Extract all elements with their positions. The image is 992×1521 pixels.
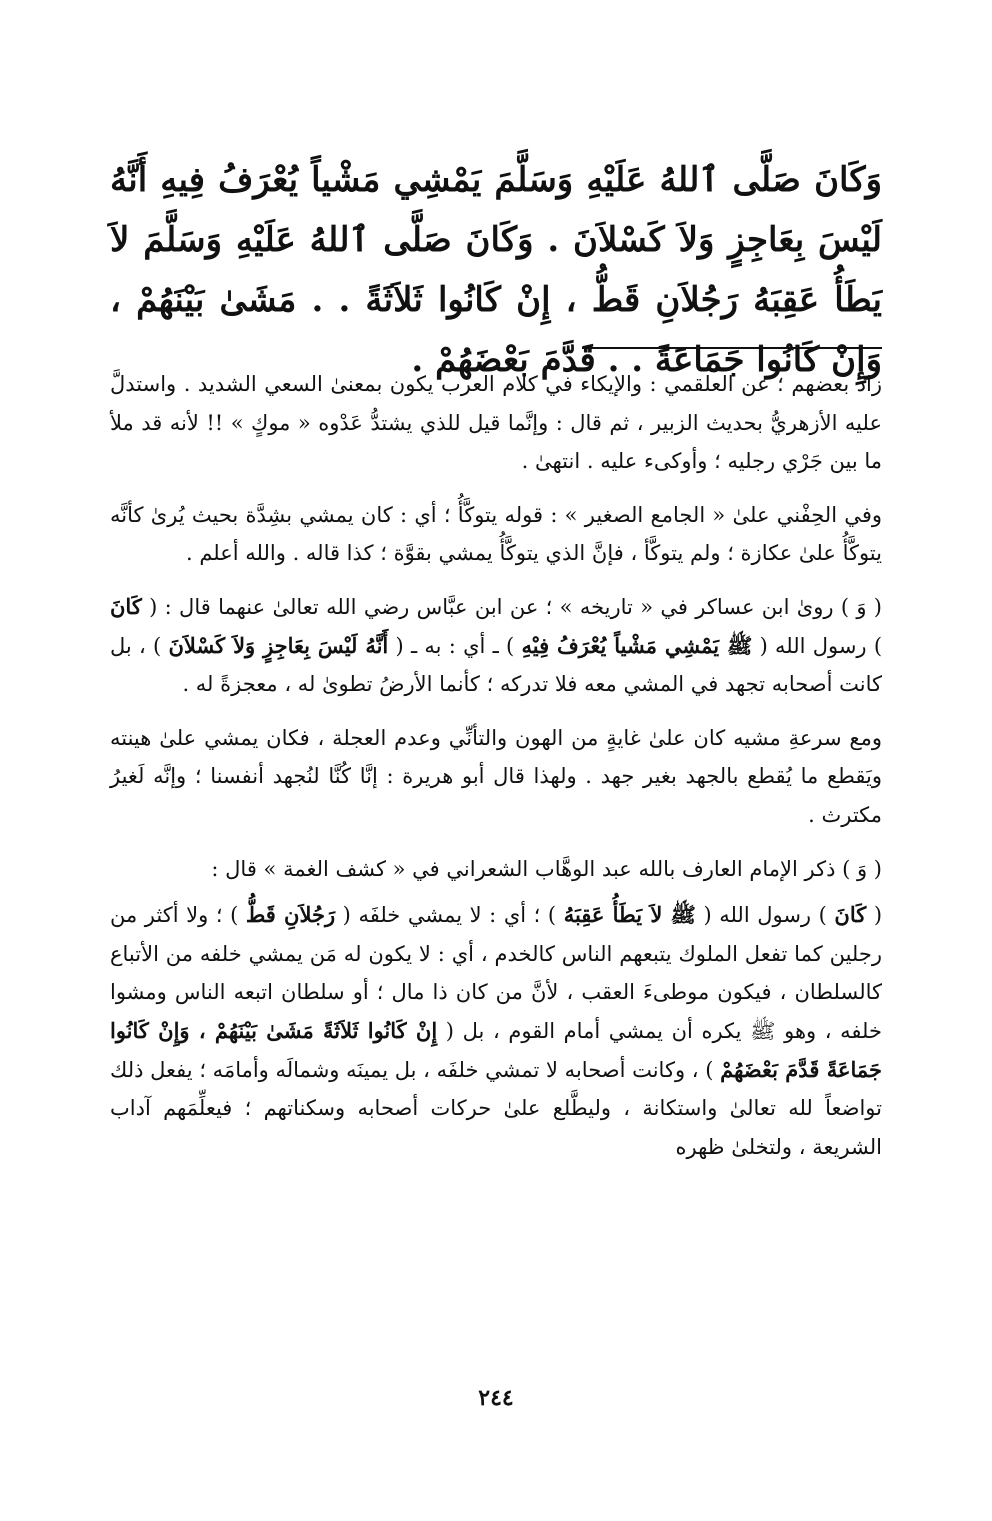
commentary-paragraph-2: وفي الحِفْني علىٰ « الجامع الصغير » : قوله يتوكَّأُ ؛ أي : كان يمشي بشِدَّة بحيث يُرىٰ كأنَّه يتوكَّأُ علىٰ عكازة ؛ ولم يتوكَّأ ، فإنَّ الذي يتوكَّأُ يمشي بقوَّة ؛ كذا قاله . والله أعلم .: [110, 502, 882, 566]
text-run: ) ؛ ولا أكثر من رجلين كما تفعل الملوك يتبعهم الناس كالخدم ، أي : لا يكون له مَن يمشي خلفه من الأتباع كالسلطان ، فيكون موطىءَ العقب ، لأنَّ من كان ذا مال ؛ أو سلطان اتبعه الناس ومشوا خلفه ، وهو ﷺ يكره أن يمشي أمام القوم ، بل (: [110, 903, 882, 1043]
commentary-block: [110, 365, 882, 1181]
text-run: ) ـ أي : به ـ (: [388, 633, 522, 658]
bold-text-run: ﷺ يَمْشِي مَشْياً يُعْرَفُ فِيْهِ: [521, 632, 753, 658]
main-text-paragraph: وَكَانَ صَلَّى ٱللهُ عَلَيْهِ وَسَلَّمَ يَمْشِي مَشْياً يُعْرَفُ فِيهِ أَنَّهُ لَيْسَ بِعَاجِزٍ وَلاَ كَسْلاَنَ . وَكَانَ صَلَّى ٱللهُ عَلَيْهِ وَسَلَّمَ لاَ يَطَأُ عَقِبَهُ رَجُلاَنِ قَطُّ ، إِنْ كَانُوا ثَلاَثَةً . . مَشَىٰ بَيْنَهُمْ ، وَإِنْ كَانُوا جَمَاعَةً . . قَدَّمَ بَعْضَهُمْ .: [110, 160, 882, 380]
bold-text-run: كَانَ: [110, 593, 142, 619]
text-run: (: [866, 903, 883, 928]
main-text-block: [110, 150, 882, 390]
footnote-divider: [582, 347, 882, 349]
page-number: ٢٤٤: [478, 1385, 514, 1411]
text-run: ) ، وكانت أصحابه لا تمشي خلفَه ، بل يمينَه وشمالَه وأمامَه ؛ يفعل ذلك تواضعاً لله تعالىٰ واستكانة ، وليطَّلع علىٰ حركات أصحابه وسكناتهم ؛ فيعلِّمَهم آداب الشريعة ، ولتخلىٰ ظهره: [110, 1057, 882, 1159]
commentary-paragraph-6: [110, 896, 882, 1166]
bold-text-run: أَنَّهُ لَيْسَ بِعَاجِزٍ وَلاَ كَسْلاَنَ: [168, 632, 389, 658]
text-run: ) ؛ أي : لا يمشي خلفَه (: [335, 903, 564, 928]
commentary-paragraph-1: زاد بعضهم ؛ عن العلقمي : والإيكاء في كلام العرب يكون بمعنىٰ السعي الشديد . واستدلَّ عليه الأزهريُّ بحديث الزبير ، ثم قال : وإنَّما قيل للذي يشتدُّ عَدْوه « موكٍ » !! لأنه قد ملأ ما بين جَرْي رجليه ؛ وأوكىء عليه . انتهىٰ .: [110, 372, 882, 474]
text-run: ( وَ ) روىٰ ابن عساكر في « تاريخه » ؛ عن ابن عبَّاس رضي الله تعالىٰ عنهما قال : (: [141, 594, 882, 619]
bold-text-run: إِنْ كَانُوا ثَلاَثَةً مَشَىٰ بَيْنَهُمْ ، وَإِنْ كَانُوا جَمَاعَةً قَدَّمَ بَعْضَهُمْ: [110, 1017, 882, 1082]
text-run: ) ، بل كانت أصحابه تجهد في المشي معه فلا تدركه ؛ كأنما الأرضُ تطوىٰ له ، معجزةً له .: [110, 633, 882, 697]
bold-text-run: ﷺ لاَ يَطَأُ عَقِبَهُ: [563, 902, 696, 928]
text-run: ) رسول الله (: [695, 903, 835, 928]
commentary-paragraph-5: ( وَ ) ذكر الإمام العارف بالله عبد الوهَّاب الشعراني في « كشف الغمة » قال :: [211, 856, 882, 881]
bold-text-run: كَانَ: [834, 902, 867, 928]
commentary-paragraph-3: [110, 588, 882, 704]
commentary-paragraph-4: ومع سرعةِ مشيه كان علىٰ غايةٍ من الهون والتأنِّي وعدم العجلة ، فكان يمشي علىٰ هينته ويَقطع ما يُقطع بالجهد بغير جهد . ولهذا قال أبو هريرة : إنَّا كُنَّا لنُجهد أنفسنا ؛ وإنَّه لَغيرُ مكترث .: [110, 725, 882, 827]
text-run: ) رسول الله (: [752, 633, 883, 658]
bold-text-run: رَجُلاَنِ قَطُّ: [245, 902, 336, 928]
